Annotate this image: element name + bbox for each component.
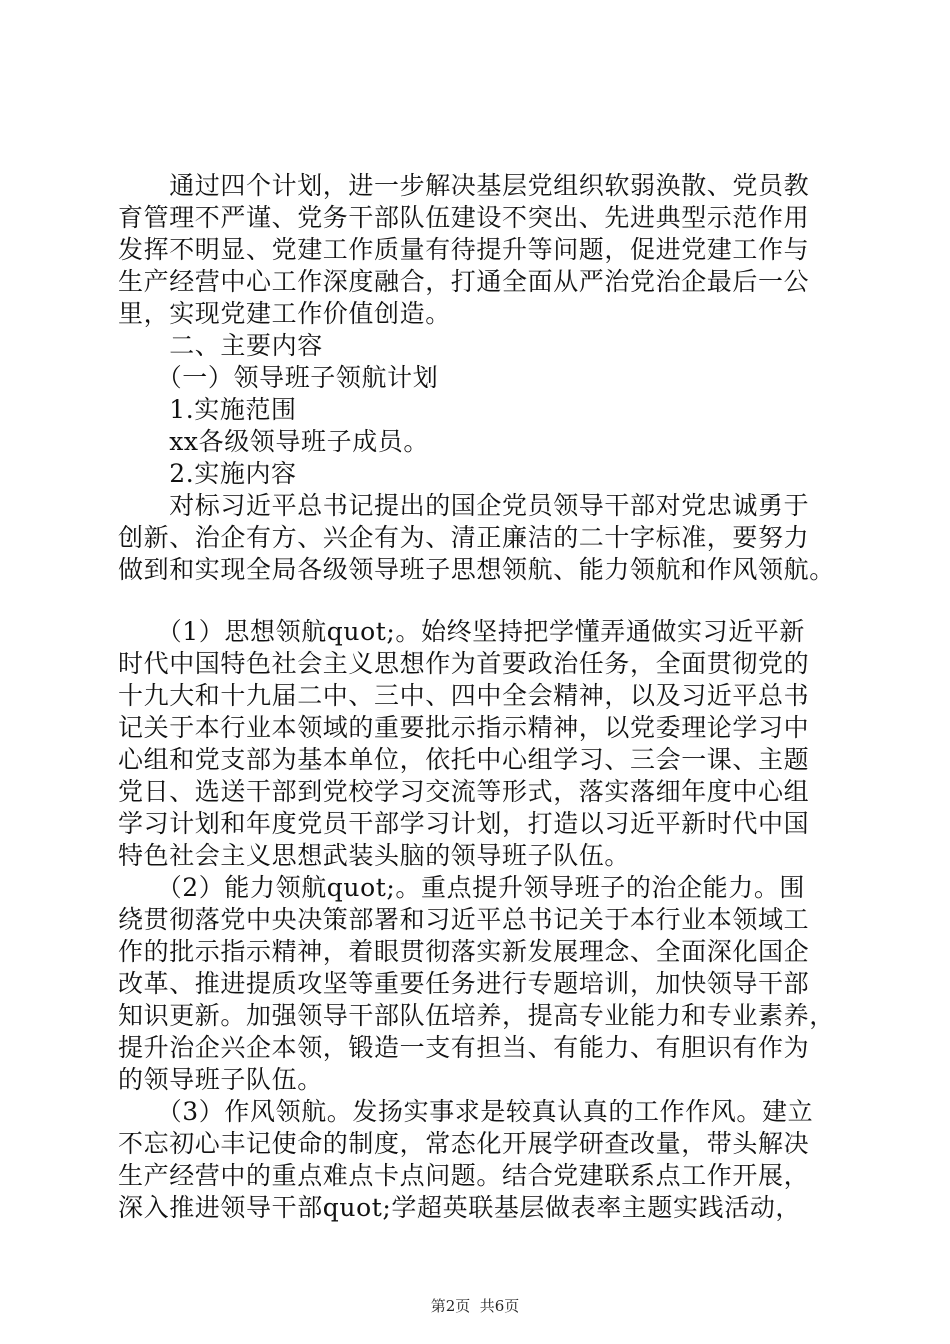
paragraph-gap xyxy=(118,586,848,616)
text-line: 改革、推进提质攻坚等重要任务进行专题培训，加快领导干部 xyxy=(118,969,810,998)
text-line: 十九大和十九届二中、三中、四中全会精神，以及习近平总书 xyxy=(118,681,810,710)
text-line: 的领导班子队伍。 xyxy=(118,1065,323,1094)
text-line: 创新、治企有方、兴企有为、清正廉洁的二十字标准，要努力 xyxy=(118,523,810,552)
document-body xyxy=(118,170,848,1224)
section-heading: 二、主要内容 xyxy=(118,331,323,360)
text-line: 提升治企兴企本领，锻造一支有担当、有能力、有胆识有作为 xyxy=(118,1033,810,1062)
subsection-heading: （一）领导班子领航计划 xyxy=(118,363,439,392)
text-line: 深入推进领导干部quot;学超英联基层做表率主题实践活动， xyxy=(118,1193,802,1222)
text-line: 生产经营中的重点难点卡点问题。结合党建联系点工作开展， xyxy=(118,1161,810,1190)
text-line: （3）作风领航。发扬实事求是较真认真的工作作风。建立 xyxy=(118,1097,814,1126)
text-line: （2）能力领航quot;。重点提升领导班子的治企能力。围 xyxy=(118,873,806,902)
page-footer xyxy=(0,1295,950,1316)
page-number: 第2页 共6页 xyxy=(430,1297,520,1315)
text-line: 做到和实现全局各级领导班子思想领航、能力领航和作风领航。 xyxy=(118,555,835,584)
text-line: 发挥不明显、党建工作质量有待提升等问题，促进党建工作与 xyxy=(118,235,810,264)
item-heading: 1.实施范围 xyxy=(118,395,297,424)
text-line: 生产经营中心工作深度融合，打通全面从严治党治企最后一公 xyxy=(118,267,810,296)
text-line: 特色社会主义思想武装头脑的领导班子队伍。 xyxy=(118,841,631,870)
item-heading: 2.实施内容 xyxy=(118,459,297,488)
text-line: 党日、选送干部到党校学习交流等形式，落实落细年度中心组 xyxy=(118,777,810,806)
text-line: 绕贯彻落党中央决策部署和习近平总书记关于本行业本领域工 xyxy=(118,905,810,934)
text-line: 记关于本行业本领域的重要批示指示精神，以党委理论学习中 xyxy=(118,713,810,742)
text-line: xx各级领导班子成员。 xyxy=(118,427,429,456)
text-line: （1）思想领航quot;。始终坚持把学懂弄通做实习近平新 xyxy=(118,617,806,646)
text-line: 时代中国特色社会主义思想作为首要政治任务，全面贯彻党的 xyxy=(118,649,810,678)
text-line: 知识更新。加强领导干部队伍培养，提高专业能力和专业素养， xyxy=(118,1001,835,1030)
text-line: 不忘初心丰记使命的制度，常态化开展学研查改量，带头解决 xyxy=(118,1129,810,1158)
text-line: 心组和党支部为基本单位，依托中心组学习、三会一课、主题 xyxy=(118,745,810,774)
text-line: 通过四个计划，进一步解决基层党组织软弱涣散、党员教 xyxy=(118,171,810,200)
text-line: 育管理不严谨、党务干部队伍建设不突出、先进典型示范作用 xyxy=(118,203,810,232)
text-line: 对标习近平总书记提出的国企党员领导干部对党忠诚勇于 xyxy=(118,491,810,520)
text-line: 作的批示指示精神，着眼贯彻落实新发展理念、全面深化国企 xyxy=(118,937,810,966)
text-line: 学习计划和年度党员干部学习计划，打造以习近平新时代中国 xyxy=(118,809,810,838)
text-line: 里，实现党建工作价值创造。 xyxy=(118,299,451,328)
